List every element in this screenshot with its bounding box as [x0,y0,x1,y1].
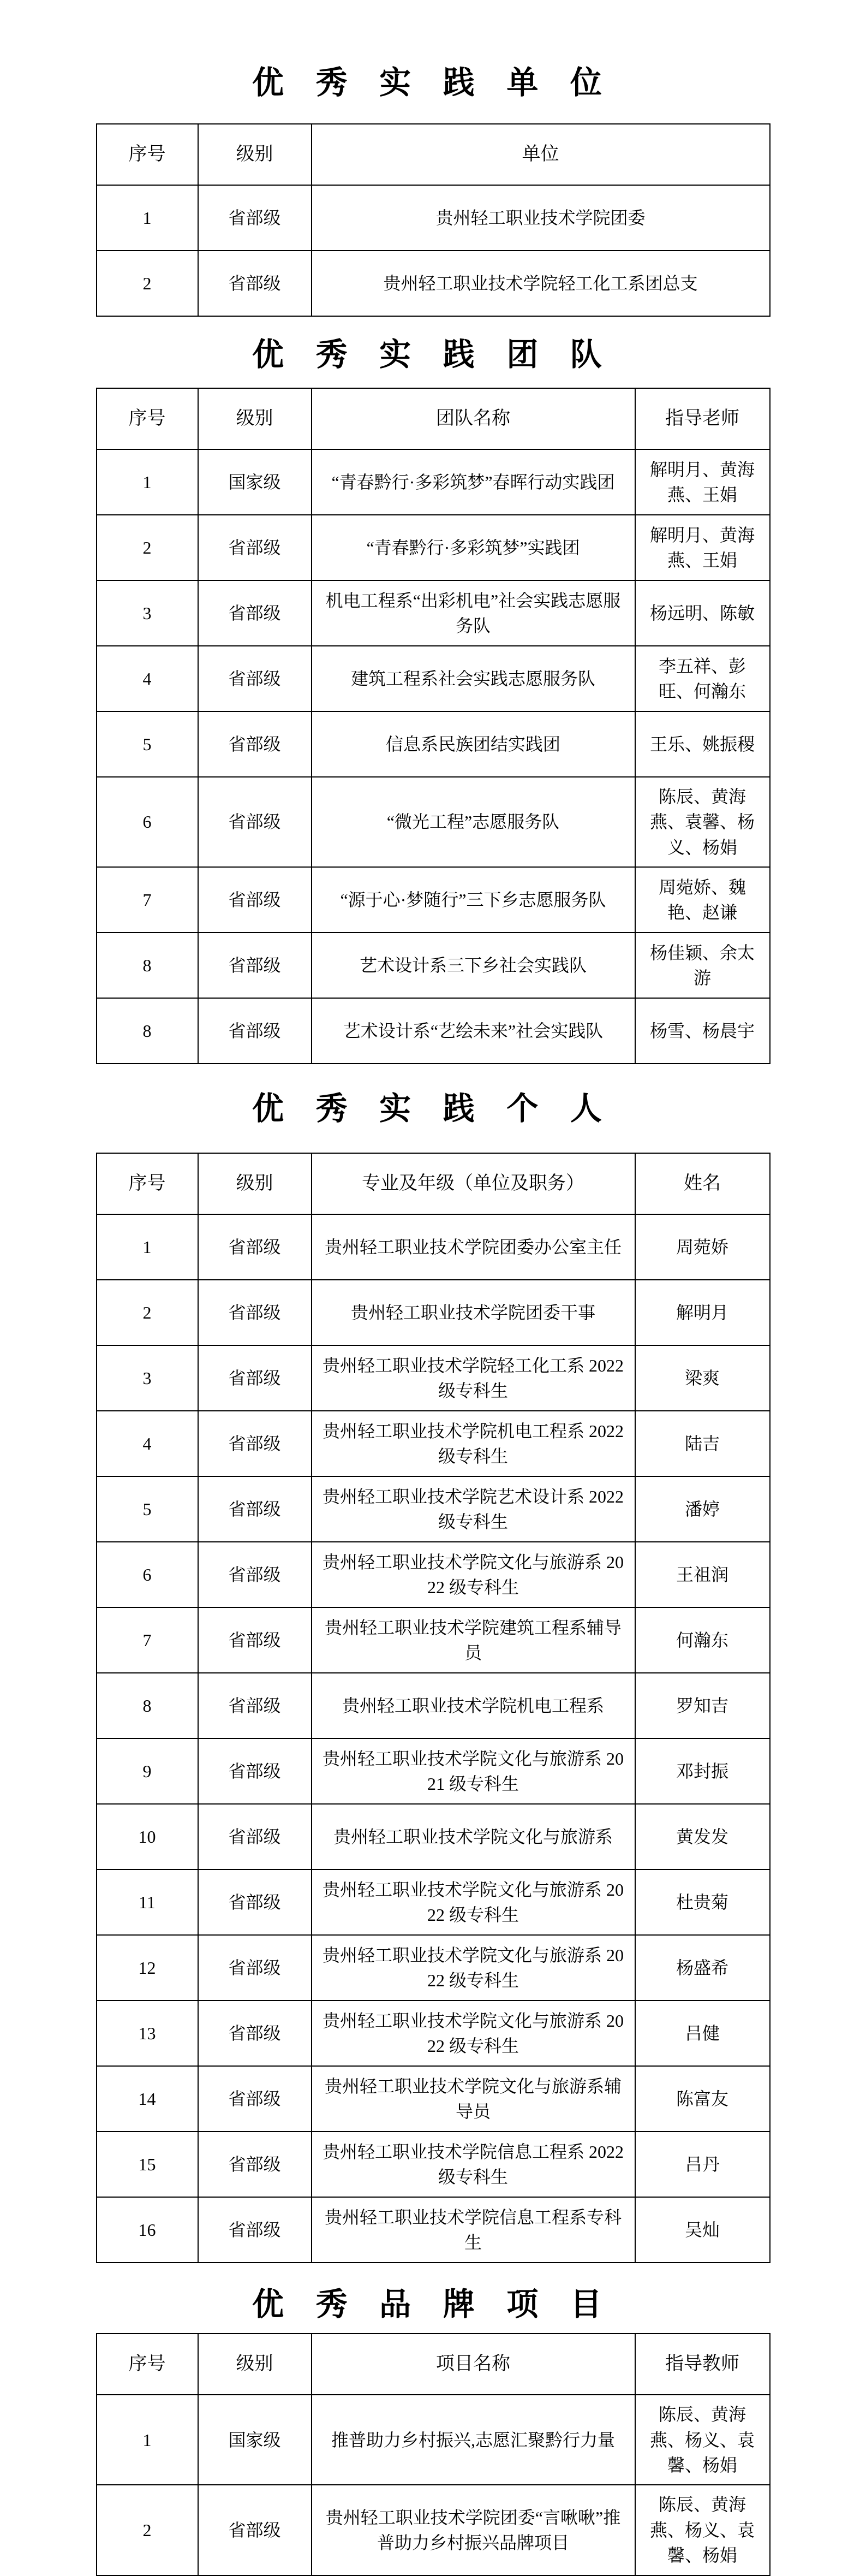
table-cell: 贵州轻工职业技术学院机电工程系 2022 级专科生 [312,1411,635,1476]
table-cell: 6 [97,1542,198,1607]
table-cell: 1 [97,449,198,515]
table-row [97,2132,770,2197]
table-cell: 2 [97,1280,198,1345]
table-cell: 1 [97,2395,198,2485]
table-cell: 3 [97,580,198,646]
table-row [97,515,770,580]
table-cell: 省部级 [198,251,312,316]
table-row [97,1607,770,1673]
table-cell: “青春黔行·多彩筑梦”春晖行动实践团 [312,449,635,515]
table-cell: 省部级 [198,1345,312,1411]
table-cell: 省部级 [198,1411,312,1476]
table-cell: 杨佳颖、余太游 [635,933,770,998]
table-row [97,1673,770,1738]
table-row [97,1804,770,1869]
table-cell: 贵州轻工职业技术学院文化与旅游系 [312,1804,635,1869]
table-cell: 王祖润 [635,1542,770,1607]
table-cell: 贵州轻工职业技术学院轻工化工系 2022 级专科生 [312,1345,635,1411]
table-body [97,1214,770,2263]
section-title-excellent-practice-units: 优 秀 实 践 单 位 [252,65,614,100]
table-row [97,2395,770,2485]
table-header-row [97,1153,770,1214]
table-cell: 3 [97,1345,198,1411]
table-cell: 省部级 [198,1673,312,1738]
column-header: 级别 [198,124,312,185]
table-cell: 省部级 [198,515,312,580]
table-cell: 陈辰、黄海燕、杨义、袁馨、杨娟 [635,2485,770,2575]
section-title-excellent-practice-individuals: 优 秀 实 践 个 人 [252,1091,614,1127]
table-cell: 王乐、姚振稷 [635,711,770,777]
table-cell: 省部级 [198,1738,312,1804]
table-row [97,251,770,316]
table-row [97,1345,770,1411]
table-cell: 罗知吉 [635,1673,770,1738]
table-cell: 吕健 [635,2001,770,2066]
table-cell: 杨雪、杨晨宇 [635,998,770,1064]
table-row [97,1280,770,1345]
table-row [97,646,770,711]
table-row [97,2001,770,2066]
table-cell: 艺术设计系“艺绘未来”社会实践队 [312,998,635,1064]
table-cell: 11 [97,1869,198,1935]
table-cell: 省部级 [198,580,312,646]
column-header: 团队名称 [312,388,635,449]
table-cell: 贵州轻工职业技术学院文化与旅游系 2021 级专科生 [312,1738,635,1804]
table-cell: 8 [97,1673,198,1738]
table-cell: 贵州轻工职业技术学院团委办公室主任 [312,1214,635,1280]
table-cell: 省部级 [198,1804,312,1869]
section-excellent-practice-units [96,61,771,317]
column-header: 指导老师 [635,388,770,449]
table-body [97,2395,770,2575]
table-cell: 解明月、黄海燕、王娟 [635,449,770,515]
table-cell: 机电工程系“出彩机电”社会实践志愿服务队 [312,580,635,646]
table-cell: 推普助力乡村振兴,志愿汇聚黔行力量 [312,2395,635,2485]
table-cell: 贵州轻工职业技术学院信息工程系专科生 [312,2197,635,2263]
excellent-brand-projects-table [96,2333,771,2575]
table-row [97,185,770,251]
table-header-row [97,388,770,449]
table-row [97,711,770,777]
column-header: 级别 [198,1153,312,1214]
table-cell: 5 [97,1476,198,1542]
section-excellent-practice-individuals [96,1087,771,2263]
table-cell: 黄发发 [635,1804,770,1869]
column-header: 序号 [97,2334,198,2395]
table-cell: 省部级 [198,998,312,1064]
table-cell: 省部级 [198,1869,312,1935]
table-cell: 省部级 [198,777,312,867]
table-cell: 7 [97,867,198,933]
table-row [97,1214,770,1280]
table-header-row [97,2334,770,2395]
column-header: 单位 [312,124,770,185]
section-excellent-brand-projects [96,2283,771,2575]
table-cell: 陈富友 [635,2066,770,2132]
table-cell: 16 [97,2197,198,2263]
excellent-practice-units-table [96,123,771,317]
column-header: 序号 [97,1153,198,1214]
column-header: 级别 [198,2334,312,2395]
table-cell: 9 [97,1738,198,1804]
table-cell: 省部级 [198,933,312,998]
table-cell: 解明月、黄海燕、王娟 [635,515,770,580]
table-row [97,998,770,1064]
table-cell: 4 [97,646,198,711]
table-row [97,777,770,867]
table-cell: 贵州轻工职业技术学院建筑工程系辅导员 [312,1607,635,1673]
section-title-excellent-practice-teams: 优 秀 实 践 团 队 [252,337,614,372]
table-cell: “青春黔行·多彩筑梦”实践团 [312,515,635,580]
table-cell: 省部级 [198,711,312,777]
table-row [97,1542,770,1607]
table-cell: 1 [97,185,198,251]
table-cell: 艺术设计系三下乡社会实践队 [312,933,635,998]
section-excellent-practice-teams [96,333,771,1064]
table-cell: 潘婷 [635,1476,770,1542]
table-cell: “源于心·梦随行”三下乡志愿服务队 [312,867,635,933]
table-cell: 2 [97,515,198,580]
table-cell: 杜贵菊 [635,1869,770,1935]
table-cell: 吴灿 [635,2197,770,2263]
table-cell: 信息系民族团结实践团 [312,711,635,777]
table-cell: 贵州轻工职业技术学院文化与旅游系辅导员 [312,2066,635,2132]
column-header: 姓名 [635,1153,770,1214]
table-cell: 14 [97,2066,198,2132]
table-row [97,1476,770,1542]
table-cell: 15 [97,2132,198,2197]
table-cell: 2 [97,251,198,316]
table-row [97,1869,770,1935]
table-cell: 6 [97,777,198,867]
table-cell: 贵州轻工职业技术学院团委 [312,185,770,251]
table-row [97,580,770,646]
table-cell: 国家级 [198,2395,312,2485]
table-cell: 1 [97,1214,198,1280]
table-cell: 陈辰、黄海燕、杨义、袁馨、杨娟 [635,2395,770,2485]
table-cell: 周菀娇 [635,1214,770,1280]
table-cell: 省部级 [198,2485,312,2575]
column-header: 指导教师 [635,2334,770,2395]
table-cell: 贵州轻工职业技术学院文化与旅游系 2022 级专科生 [312,1542,635,1607]
table-cell: 省部级 [198,1542,312,1607]
table-header-row [97,124,770,185]
table-cell: 省部级 [198,1607,312,1673]
table-cell: 8 [97,933,198,998]
table-cell: 13 [97,2001,198,2066]
table-cell: 贵州轻工职业技术学院文化与旅游系 2022 级专科生 [312,1935,635,2001]
table-cell: 省部级 [198,1280,312,1345]
table-cell: 陆吉 [635,1411,770,1476]
column-header: 序号 [97,124,198,185]
table-cell: 省部级 [198,646,312,711]
table-cell: 8 [97,998,198,1064]
table-cell: 贵州轻工职业技术学院轻工化工系团总支 [312,251,770,316]
table-cell: 省部级 [198,1476,312,1542]
table-cell: 省部级 [198,2001,312,2066]
table-row [97,449,770,515]
column-header: 级别 [198,388,312,449]
table-cell: 贵州轻工职业技术学院文化与旅游系 2022 级专科生 [312,2001,635,2066]
column-header: 专业及年级（单位及职务） [312,1153,635,1214]
table-cell: 12 [97,1935,198,2001]
table-cell: 贵州轻工职业技术学院文化与旅游系 2022 级专科生 [312,1869,635,1935]
section-title-excellent-brand-projects: 优 秀 品 牌 项 目 [252,2287,614,2323]
table-cell: 梁爽 [635,1345,770,1411]
table-cell: 李五祥、彭旺、何瀚东 [635,646,770,711]
table-row [97,1738,770,1804]
document-page [96,0,771,2576]
table-cell: 建筑工程系社会实践志愿服务队 [312,646,635,711]
table-cell: 5 [97,711,198,777]
excellent-practice-teams-table [96,388,771,1064]
table-cell: 省部级 [198,1214,312,1280]
table-cell: 陈辰、黄海燕、袁馨、杨义、杨娟 [635,777,770,867]
table-cell: 贵州轻工职业技术学院艺术设计系 2022 级专科生 [312,1476,635,1542]
table-cell: 贵州轻工职业技术学院团委“言啾啾”推普助力乡村振兴品牌项目 [312,2485,635,2575]
table-cell: 4 [97,1411,198,1476]
table-cell: 省部级 [198,867,312,933]
table-cell: 贵州轻工职业技术学院信息工程系 2022 级专科生 [312,2132,635,2197]
table-cell: 2 [97,2485,198,2575]
table-cell: 贵州轻工职业技术学院团委干事 [312,1280,635,1345]
table-cell: 邓封振 [635,1738,770,1804]
table-cell: 解明月 [635,1280,770,1345]
table-cell: 何瀚东 [635,1607,770,1673]
table-cell: 省部级 [198,185,312,251]
table-row [97,867,770,933]
table-cell: 国家级 [198,449,312,515]
table-cell: 省部级 [198,2066,312,2132]
table-row [97,933,770,998]
column-header: 序号 [97,388,198,449]
table-body [97,449,770,1064]
table-cell: 杨远明、陈敏 [635,580,770,646]
table-body [97,185,770,316]
table-cell: 10 [97,1804,198,1869]
table-cell: 省部级 [198,2197,312,2263]
table-row [97,2066,770,2132]
table-cell: 省部级 [198,2132,312,2197]
table-row [97,2197,770,2263]
column-header: 项目名称 [312,2334,635,2395]
table-cell: “微光工程”志愿服务队 [312,777,635,867]
table-row [97,1935,770,2001]
table-cell: 杨盛希 [635,1935,770,2001]
table-cell: 7 [97,1607,198,1673]
table-row [97,1411,770,1476]
table-row [97,2485,770,2575]
table-cell: 贵州轻工职业技术学院机电工程系 [312,1673,635,1738]
table-cell: 省部级 [198,1935,312,2001]
table-cell: 周菀娇、魏艳、赵谦 [635,867,770,933]
table-cell: 吕丹 [635,2132,770,2197]
excellent-practice-individuals-table [96,1153,771,2263]
